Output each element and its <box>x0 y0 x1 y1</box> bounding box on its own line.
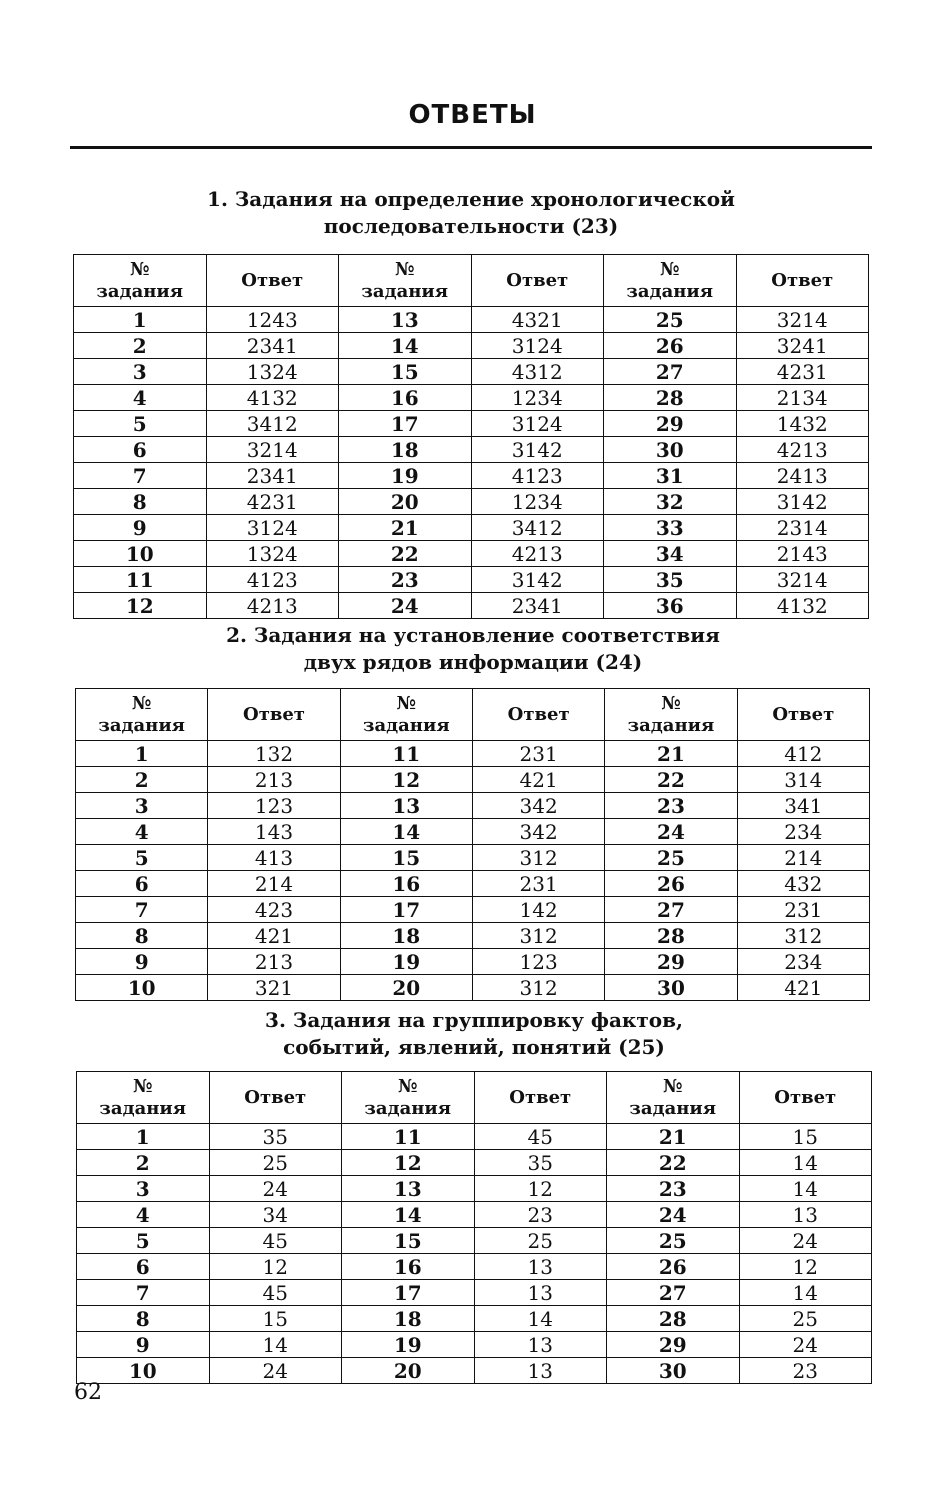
answer-cell: 2341 <box>471 593 604 619</box>
task-number-cell: 17 <box>342 1280 475 1306</box>
answer-cell: 15 <box>739 1124 872 1150</box>
task-number-cell: 18 <box>340 923 472 949</box>
answer-cell: 142 <box>472 897 604 923</box>
answer-cell: 12 <box>739 1254 872 1280</box>
task-number-cell: 2 <box>77 1150 210 1176</box>
task-number-cell: 23 <box>605 793 737 819</box>
task-number-cell: 20 <box>339 489 472 515</box>
number-sign: № <box>129 258 150 280</box>
task-number-cell: 19 <box>340 949 472 975</box>
table-row <box>76 845 870 871</box>
answer-cell: 35 <box>474 1150 607 1176</box>
number-sign: № <box>394 258 415 280</box>
task-number-cell: 2 <box>74 333 207 359</box>
task-number-cell: 20 <box>340 975 472 1001</box>
task-number-cell: 16 <box>339 385 472 411</box>
task-number-cell: 5 <box>74 411 207 437</box>
task-number-cell: 13 <box>339 307 472 333</box>
task-number-cell: 26 <box>604 333 737 359</box>
section-heading-line: событий, явлений, понятий (25) <box>283 1035 665 1059</box>
task-number-cell: 7 <box>76 897 208 923</box>
task-number-cell: 25 <box>605 845 737 871</box>
answer-cell: 2314 <box>736 515 869 541</box>
section-heading-line: 3. Задания на группировку фактов, <box>265 1008 683 1032</box>
task-number-cell: 35 <box>604 567 737 593</box>
column-header-answer: Ответ <box>739 1072 872 1124</box>
table-row <box>77 1332 872 1358</box>
answer-cell: 132 <box>208 741 340 767</box>
task-number-cell: 28 <box>607 1306 740 1332</box>
answer-cell: 342 <box>472 819 604 845</box>
table-header-row <box>74 255 869 307</box>
answer-cell: 231 <box>472 741 604 767</box>
task-number-cell: 21 <box>607 1124 740 1150</box>
task-number-cell: 24 <box>605 819 737 845</box>
answer-cell: 13 <box>474 1280 607 1306</box>
column-header-answer: Ответ <box>736 255 869 307</box>
answer-cell: 25 <box>739 1306 872 1332</box>
answers-table <box>73 254 869 619</box>
answer-cell: 23 <box>474 1202 607 1228</box>
task-label: задания <box>361 280 449 302</box>
task-number-cell: 14 <box>339 333 472 359</box>
column-header-answer: Ответ <box>474 1072 607 1124</box>
task-number-cell: 24 <box>339 593 472 619</box>
table-row <box>76 949 870 975</box>
task-number-cell: 4 <box>76 819 208 845</box>
task-number-cell: 1 <box>74 307 207 333</box>
task-number-cell: 12 <box>342 1150 475 1176</box>
table-row <box>76 923 870 949</box>
column-header-task-number <box>604 255 737 307</box>
answer-cell: 4312 <box>471 359 604 385</box>
answer-cell: 213 <box>208 767 340 793</box>
task-number-cell: 20 <box>342 1358 475 1384</box>
table-row <box>74 463 869 489</box>
task-number-cell: 12 <box>340 767 472 793</box>
task-number-cell: 26 <box>607 1254 740 1280</box>
page-title: ОТВЕТЫ <box>408 100 537 130</box>
answer-cell: 13 <box>474 1332 607 1358</box>
table-row <box>74 359 869 385</box>
answer-cell: 45 <box>474 1124 607 1150</box>
answer-cell: 234 <box>737 819 869 845</box>
task-number-cell: 5 <box>77 1228 210 1254</box>
column-header-answer: Ответ <box>472 689 604 741</box>
task-number-cell: 30 <box>604 437 737 463</box>
answer-cell: 4231 <box>206 489 339 515</box>
column-header-task-number <box>76 689 208 741</box>
answer-cell: 4321 <box>471 307 604 333</box>
answer-cell: 423 <box>208 897 340 923</box>
answer-cell: 312 <box>472 845 604 871</box>
task-number-cell: 3 <box>76 793 208 819</box>
column-header-task-number <box>342 1072 475 1124</box>
answer-cell: 1234 <box>471 385 604 411</box>
answer-cell: 143 <box>208 819 340 845</box>
answer-cell: 3412 <box>471 515 604 541</box>
answer-cell: 45 <box>209 1280 342 1306</box>
table-row <box>74 411 869 437</box>
answer-cell: 4123 <box>206 567 339 593</box>
answer-cell: 2341 <box>206 463 339 489</box>
answer-cell: 25 <box>209 1150 342 1176</box>
task-label: задания <box>626 280 714 302</box>
task-number-cell: 15 <box>339 359 472 385</box>
answer-cell: 234 <box>737 949 869 975</box>
task-number-cell: 31 <box>604 463 737 489</box>
task-number-cell: 28 <box>604 385 737 411</box>
column-header-task-number <box>77 1072 210 1124</box>
answer-cell: 3142 <box>471 567 604 593</box>
number-sign: № <box>396 692 417 714</box>
task-number-cell: 30 <box>607 1358 740 1384</box>
answer-cell: 2413 <box>736 463 869 489</box>
answer-cell: 24 <box>209 1358 342 1384</box>
task-number-cell: 6 <box>77 1254 210 1280</box>
task-number-cell: 23 <box>339 567 472 593</box>
table-row <box>76 975 870 1001</box>
column-header-task-number <box>74 255 207 307</box>
answer-cell: 35 <box>209 1124 342 1150</box>
task-number-cell: 8 <box>74 489 207 515</box>
task-label: задания <box>99 1097 187 1119</box>
table-row <box>77 1358 872 1384</box>
table-row <box>77 1124 872 1150</box>
task-number-cell: 18 <box>342 1306 475 1332</box>
table-row <box>77 1280 872 1306</box>
column-header-task-number <box>607 1072 740 1124</box>
answer-cell: 312 <box>472 975 604 1001</box>
section-heading <box>70 186 872 240</box>
answer-cell: 14 <box>739 1176 872 1202</box>
task-number-cell: 22 <box>339 541 472 567</box>
task-number-cell: 8 <box>76 923 208 949</box>
table-row <box>74 541 869 567</box>
task-label: задания <box>629 1097 717 1119</box>
answer-cell: 421 <box>208 923 340 949</box>
title-divider <box>70 146 872 149</box>
answer-cell: 45 <box>209 1228 342 1254</box>
answer-cell: 123 <box>208 793 340 819</box>
task-number-cell: 13 <box>342 1176 475 1202</box>
task-label: задания <box>364 1097 452 1119</box>
answer-cell: 24 <box>739 1332 872 1358</box>
task-number-cell: 21 <box>605 741 737 767</box>
answer-cell: 3124 <box>471 411 604 437</box>
task-number-cell: 11 <box>340 741 472 767</box>
table-row <box>77 1228 872 1254</box>
number-sign: № <box>131 692 152 714</box>
page-number: 62 <box>74 1380 102 1405</box>
task-number-cell: 15 <box>342 1228 475 1254</box>
task-number-cell: 17 <box>340 897 472 923</box>
task-number-cell: 29 <box>607 1332 740 1358</box>
answer-cell: 1324 <box>206 359 339 385</box>
number-sign: № <box>659 258 680 280</box>
task-label: задания <box>363 714 450 736</box>
task-number-cell: 4 <box>77 1202 210 1228</box>
task-number-cell: 9 <box>76 949 208 975</box>
section-heading-line: 1. Задания на определение хронологической <box>207 187 735 211</box>
table-row <box>77 1176 872 1202</box>
answer-cell: 231 <box>472 871 604 897</box>
answer-cell: 12 <box>209 1254 342 1280</box>
task-number-cell: 25 <box>604 307 737 333</box>
answer-cell: 3241 <box>736 333 869 359</box>
task-number-cell: 10 <box>76 975 208 1001</box>
table-row <box>77 1150 872 1176</box>
task-number-cell: 21 <box>339 515 472 541</box>
task-number-cell: 15 <box>340 845 472 871</box>
answer-cell: 25 <box>474 1228 607 1254</box>
table-row <box>74 385 869 411</box>
table-header-row <box>76 689 870 741</box>
answer-cell: 14 <box>739 1150 872 1176</box>
column-header-task-number <box>340 689 472 741</box>
answer-cell: 312 <box>737 923 869 949</box>
answer-cell: 3142 <box>471 437 604 463</box>
task-label: задания <box>96 280 184 302</box>
section-heading <box>73 1007 875 1061</box>
answer-cell: 2143 <box>736 541 869 567</box>
column-header-task-number <box>605 689 737 741</box>
answer-cell: 1432 <box>736 411 869 437</box>
table-row <box>76 897 870 923</box>
task-number-cell: 22 <box>605 767 737 793</box>
task-number-cell: 9 <box>74 515 207 541</box>
answer-cell: 413 <box>208 845 340 871</box>
task-number-cell: 14 <box>342 1202 475 1228</box>
table-header-row <box>77 1072 872 1124</box>
answer-cell: 2134 <box>736 385 869 411</box>
answer-cell: 321 <box>208 975 340 1001</box>
answer-cell: 14 <box>209 1332 342 1358</box>
column-header-task-number <box>339 255 472 307</box>
table-row <box>74 593 869 619</box>
table-row <box>76 819 870 845</box>
answer-cell: 214 <box>737 845 869 871</box>
answer-cell: 3142 <box>736 489 869 515</box>
task-number-cell: 4 <box>74 385 207 411</box>
task-number-cell: 22 <box>607 1150 740 1176</box>
column-header-answer: Ответ <box>206 255 339 307</box>
answer-cell: 4213 <box>471 541 604 567</box>
table-row <box>74 437 869 463</box>
answer-cell: 4132 <box>736 593 869 619</box>
answer-cell: 13 <box>739 1202 872 1228</box>
answer-cell: 3214 <box>206 437 339 463</box>
number-sign: № <box>661 692 681 714</box>
task-number-cell: 24 <box>607 1202 740 1228</box>
answer-cell: 12 <box>474 1176 607 1202</box>
task-number-cell: 9 <box>77 1332 210 1358</box>
task-number-cell: 5 <box>76 845 208 871</box>
table-row <box>76 793 870 819</box>
task-number-cell: 19 <box>342 1332 475 1358</box>
task-number-cell: 6 <box>74 437 207 463</box>
answer-cell: 421 <box>737 975 869 1001</box>
answer-cell: 4132 <box>206 385 339 411</box>
table-row <box>76 741 870 767</box>
task-number-cell: 33 <box>604 515 737 541</box>
task-number-cell: 16 <box>340 871 472 897</box>
answer-cell: 3214 <box>736 567 869 593</box>
answer-cell: 231 <box>737 897 869 923</box>
task-number-cell: 1 <box>77 1124 210 1150</box>
answer-cell: 4213 <box>736 437 869 463</box>
task-number-cell: 26 <box>605 871 737 897</box>
column-header-answer: Ответ <box>209 1072 342 1124</box>
table-row <box>74 515 869 541</box>
answer-cell: 1243 <box>206 307 339 333</box>
answer-cell: 4123 <box>471 463 604 489</box>
task-number-cell: 27 <box>605 897 737 923</box>
task-number-cell: 32 <box>604 489 737 515</box>
task-label: задания <box>98 714 185 736</box>
number-sign: № <box>662 1075 683 1097</box>
answer-cell: 3124 <box>206 515 339 541</box>
answer-cell: 214 <box>208 871 340 897</box>
answer-cell: 421 <box>472 767 604 793</box>
task-number-cell: 12 <box>74 593 207 619</box>
answer-cell: 412 <box>737 741 869 767</box>
table-row <box>74 489 869 515</box>
task-number-cell: 29 <box>605 949 737 975</box>
number-sign: № <box>397 1075 418 1097</box>
answer-cell: 24 <box>209 1176 342 1202</box>
task-number-cell: 36 <box>604 593 737 619</box>
task-number-cell: 25 <box>607 1228 740 1254</box>
answer-cell: 13 <box>474 1254 607 1280</box>
answer-cell: 3214 <box>736 307 869 333</box>
section-heading <box>72 622 874 676</box>
section-heading-line: последовательности (23) <box>323 214 619 238</box>
task-number-cell: 8 <box>77 1306 210 1332</box>
task-number-cell: 6 <box>76 871 208 897</box>
task-number-cell: 10 <box>74 541 207 567</box>
table-row <box>77 1202 872 1228</box>
section-heading-line: двух рядов информации (24) <box>303 650 643 674</box>
column-header-answer: Ответ <box>737 689 869 741</box>
table-row <box>76 871 870 897</box>
answer-cell: 14 <box>739 1280 872 1306</box>
answer-cell: 1324 <box>206 541 339 567</box>
task-label: задания <box>627 714 715 736</box>
task-number-cell: 10 <box>77 1358 210 1384</box>
task-number-cell: 23 <box>607 1176 740 1202</box>
task-number-cell: 7 <box>77 1280 210 1306</box>
task-number-cell: 19 <box>339 463 472 489</box>
answer-cell: 1234 <box>471 489 604 515</box>
answer-cell: 3124 <box>471 333 604 359</box>
task-number-cell: 27 <box>604 359 737 385</box>
column-header-answer: Ответ <box>471 255 604 307</box>
answer-cell: 2341 <box>206 333 339 359</box>
answer-cell: 13 <box>474 1358 607 1384</box>
answer-cell: 312 <box>472 923 604 949</box>
answer-cell: 314 <box>737 767 869 793</box>
answer-cell: 342 <box>472 793 604 819</box>
answer-cell: 4231 <box>736 359 869 385</box>
answer-cell: 3412 <box>206 411 339 437</box>
answer-cell: 15 <box>209 1306 342 1332</box>
answer-cell: 24 <box>739 1228 872 1254</box>
column-header-answer: Ответ <box>208 689 340 741</box>
section-heading-line: 2. Задания на установление соответствия <box>226 623 720 647</box>
task-number-cell: 27 <box>607 1280 740 1306</box>
answer-cell: 4213 <box>206 593 339 619</box>
task-number-cell: 18 <box>339 437 472 463</box>
task-number-cell: 7 <box>74 463 207 489</box>
number-sign: № <box>132 1075 153 1097</box>
table-row <box>76 767 870 793</box>
task-number-cell: 3 <box>77 1176 210 1202</box>
answer-cell: 213 <box>208 949 340 975</box>
table-row <box>77 1254 872 1280</box>
answers-table <box>75 688 870 1001</box>
table-row <box>77 1306 872 1332</box>
task-number-cell: 3 <box>74 359 207 385</box>
task-number-cell: 29 <box>604 411 737 437</box>
table-row <box>74 307 869 333</box>
answer-cell: 23 <box>739 1358 872 1384</box>
task-number-cell: 1 <box>76 741 208 767</box>
task-number-cell: 16 <box>342 1254 475 1280</box>
answer-cell: 34 <box>209 1202 342 1228</box>
answers-table <box>76 1071 872 1384</box>
task-number-cell: 17 <box>339 411 472 437</box>
task-number-cell: 13 <box>340 793 472 819</box>
answer-cell: 123 <box>472 949 604 975</box>
answer-cell: 14 <box>474 1306 607 1332</box>
task-number-cell: 34 <box>604 541 737 567</box>
task-number-cell: 11 <box>74 567 207 593</box>
task-number-cell: 11 <box>342 1124 475 1150</box>
answer-cell: 341 <box>737 793 869 819</box>
task-number-cell: 2 <box>76 767 208 793</box>
table-row <box>74 567 869 593</box>
task-number-cell: 30 <box>605 975 737 1001</box>
task-number-cell: 28 <box>605 923 737 949</box>
task-number-cell: 14 <box>340 819 472 845</box>
table-row <box>74 333 869 359</box>
answer-cell: 432 <box>737 871 869 897</box>
